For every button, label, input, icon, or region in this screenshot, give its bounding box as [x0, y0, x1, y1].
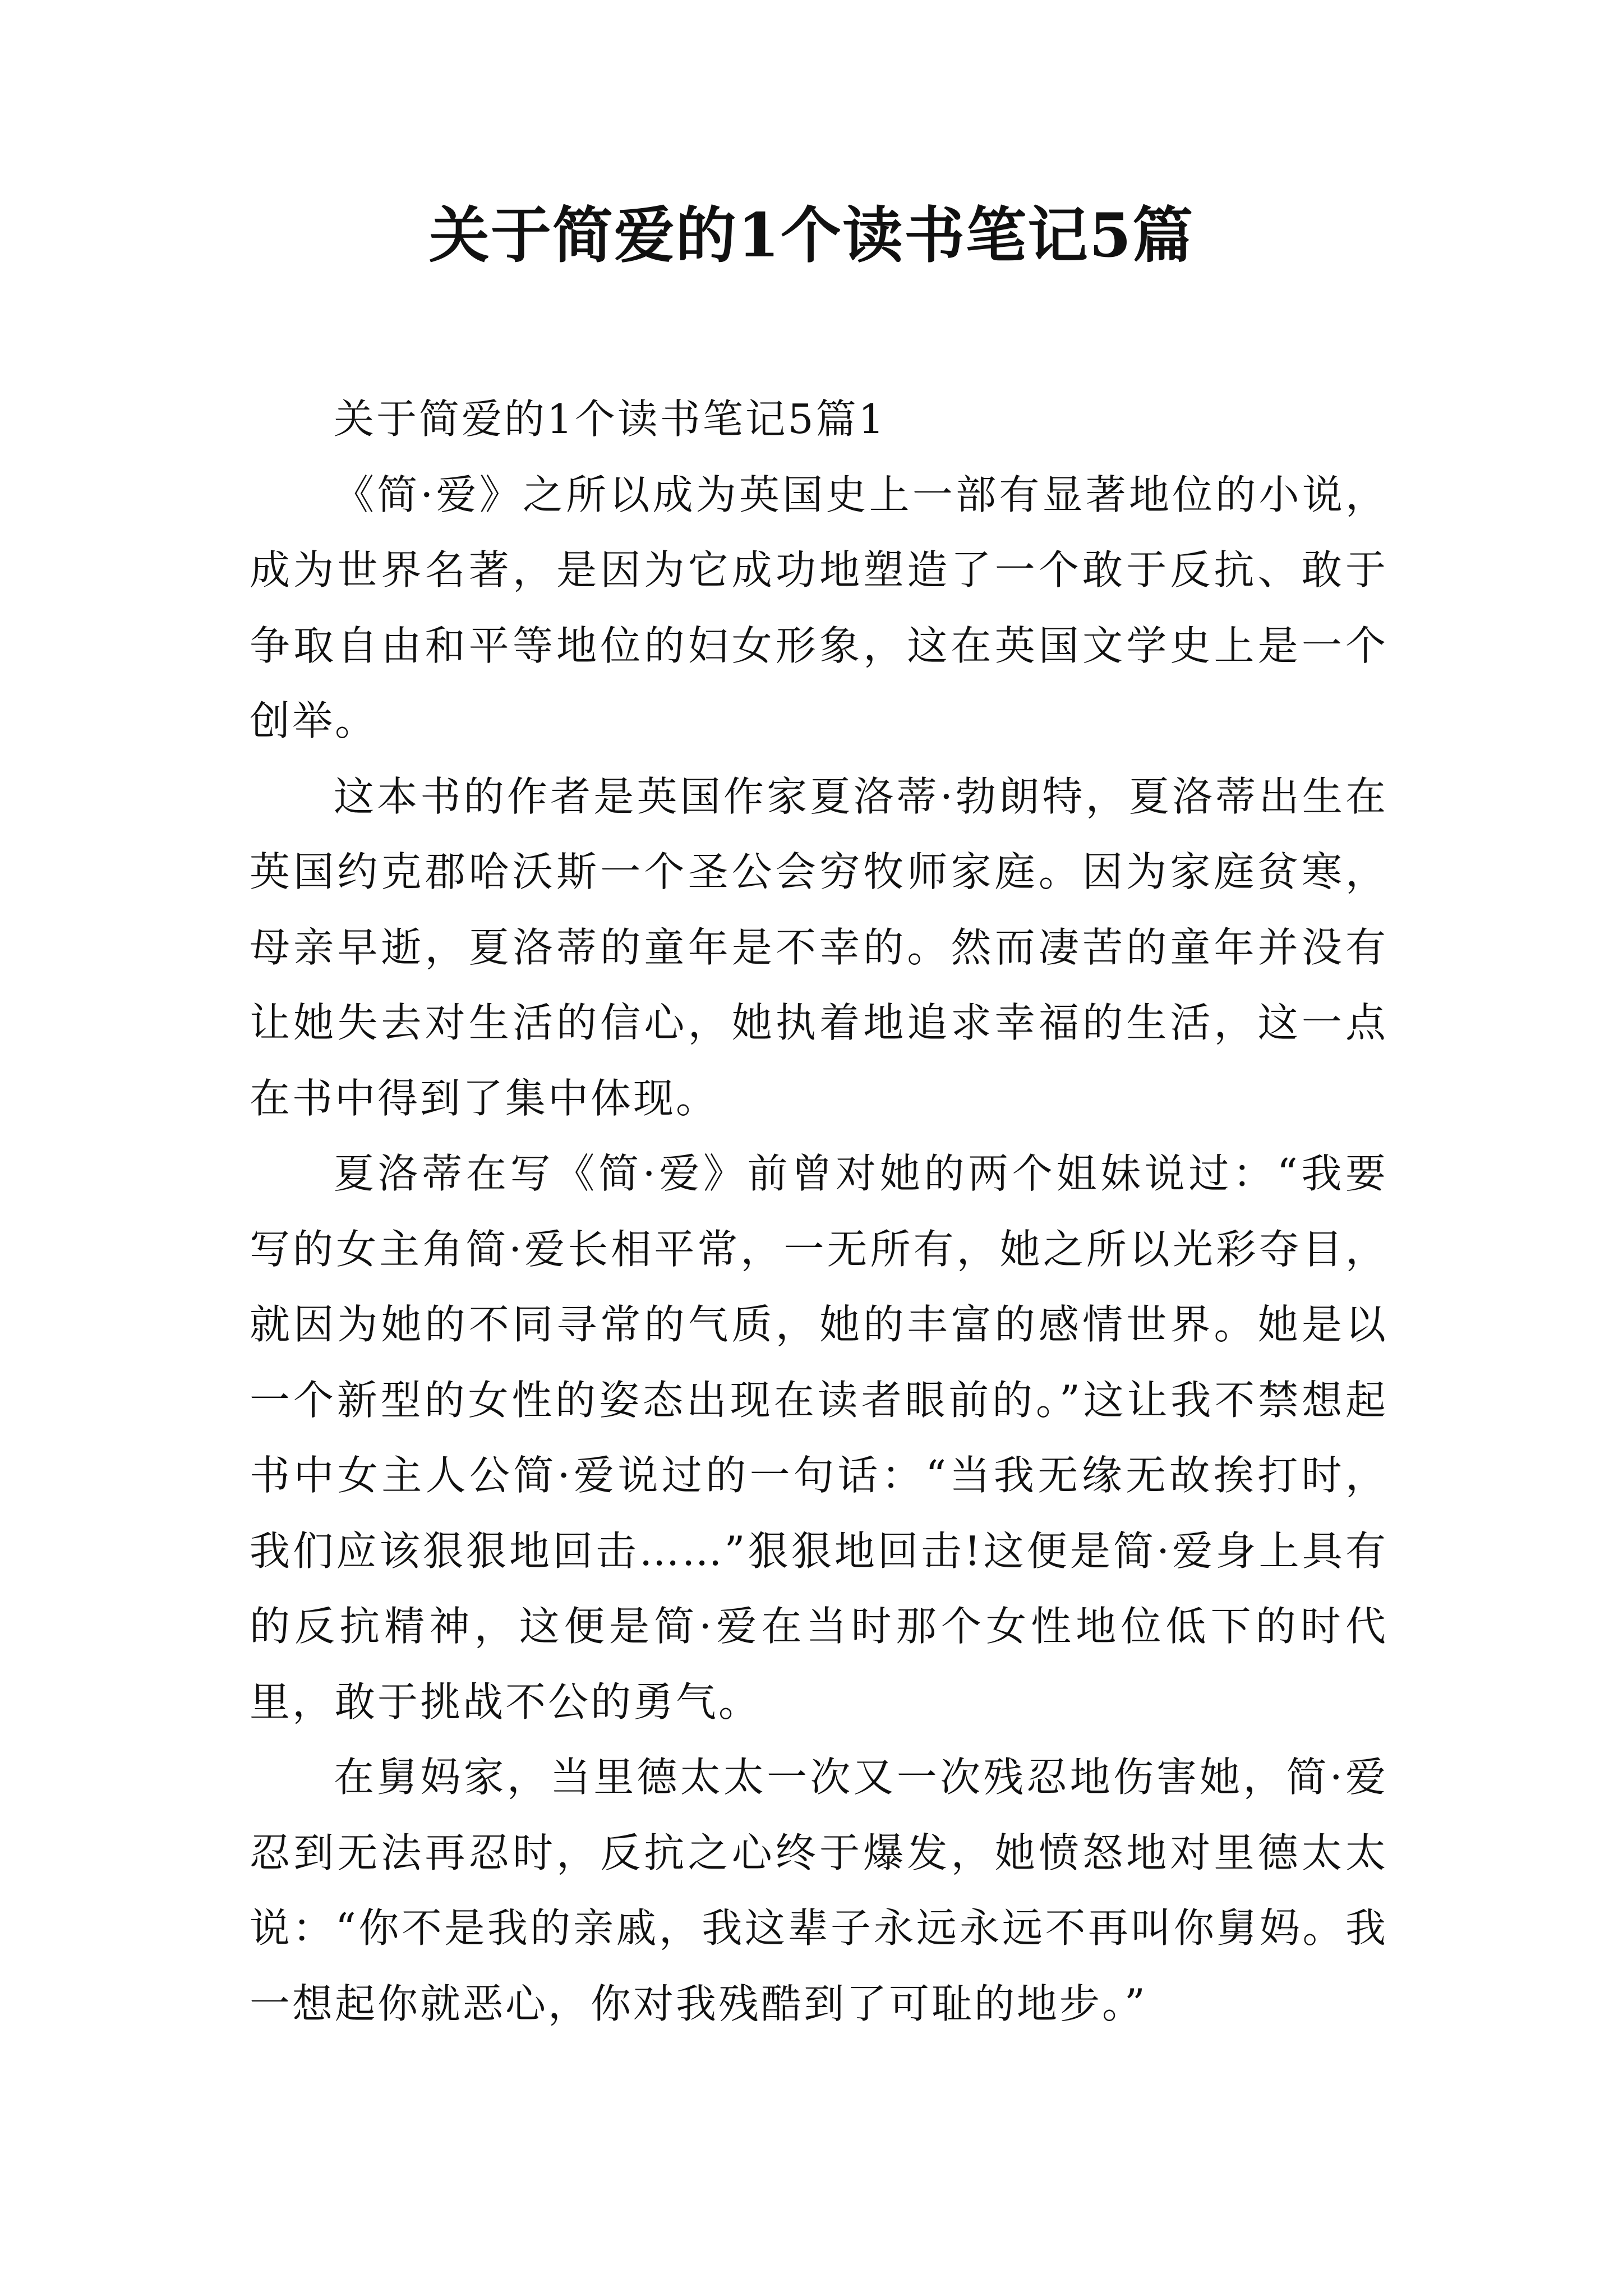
document-title: 关于简爱的1个读书笔记5篇: [428, 200, 1195, 271]
document-body: [250, 381, 1388, 2041]
section-heading: 关于简爱的1个读书笔记5篇1: [334, 395, 887, 443]
paragraph: 夏洛蒂在写《简·爱》前曾对她的两个姐妹说过：“我要写的女主角简·爱长相平常，一无所有，她之所以光彩夺目，就因为她的不同寻常的气质，她的丰富的感情世界。她是以一个新型的女性的姿态出现在读者眼前的。”这让我不禁想起书中女主人公简·爱说过的一句话：“当我无缘无故挨打时，我们应该狠狠地回击……”狠狠地回击!这便是简·爱身上具有的反抗精神，这便是简·爱在当时那个女性地位低下的时代里，敢于挑战不公的勇气。: [250, 1150, 1388, 1726]
paragraph: 《简·爱》之所以成为英国史上一部有显著地位的小说，成为世界名著，是因为它成功地塑造了一个敢于反抗、敢于争取自由和平等地位的妇女形象，这在英国文学史上是一个创举。: [250, 471, 1388, 744]
paragraph: 这本书的作者是英国作家夏洛蒂·勃朗特，夏洛蒂出生在英国约克郡哈沃斯一个圣公会穷牧师家庭。因为家庭贫寒，母亲早逝，夏洛蒂的童年是不幸的。然而凄苦的童年并没有让她失去对生活的信心，她执着地追求幸福的生活，这一点在书中得到了集中体现。: [250, 772, 1388, 1122]
paragraph: 在舅妈家，当里德太太一次又一次残忍地伤害她，简·爱忍到无法再忍时，反抗之心终于爆发，她愤怒地对里德太太说：“你不是我的亲戚，我这辈子永远永远不再叫你舅妈。我一想起你就恶心，你对我残酷到了可耻的地步。”: [250, 1754, 1388, 2027]
